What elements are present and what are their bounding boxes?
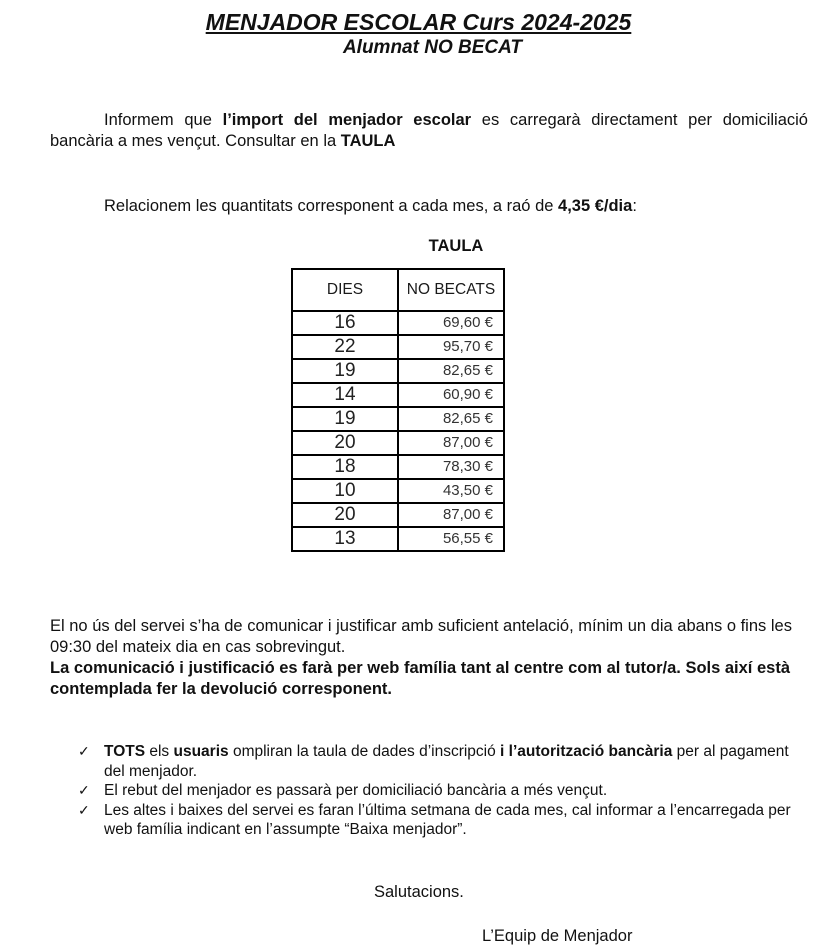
rate-suffix: : <box>632 197 637 215</box>
rate-text: Relacionem les quantitats corresponent a cada mes, a raó de <box>104 197 559 215</box>
cell-dies: 19 <box>292 407 398 431</box>
cell-amount: 43,50 € <box>398 479 504 503</box>
cell-dies: 10 <box>292 479 398 503</box>
cell-amount: 56,55 € <box>398 527 504 551</box>
cell-dies: 14 <box>292 383 398 407</box>
item1-text-3: per al pagament del menjador. <box>104 743 789 780</box>
checklist-item <box>78 781 810 801</box>
cell-amount: 87,00 € <box>398 431 504 455</box>
table-row <box>292 407 504 431</box>
notice-line-2: La comunicació i justificació es farà per web família tant al centre com al tutor/a. Sols així està contemplada fer la devolució corresponent. <box>50 659 791 698</box>
table-row <box>292 335 504 359</box>
table-row <box>292 383 504 407</box>
cell-dies: 13 <box>292 527 398 551</box>
intro-paragraph <box>50 110 808 152</box>
table-row <box>292 431 504 455</box>
intro-bold-taula: TAULA <box>340 132 396 150</box>
checklist <box>78 742 810 840</box>
item1-text-2: ompliran la taula de dades d’inscripció <box>228 743 501 760</box>
table-row <box>292 479 504 503</box>
rate-value: 4,35 €/dia <box>558 197 633 215</box>
item1-bold-usuaris: usuaris <box>173 743 229 760</box>
table-row <box>292 503 504 527</box>
cell-dies: 16 <box>292 311 398 335</box>
cell-amount: 82,65 € <box>398 407 504 431</box>
checklist-item <box>78 742 810 781</box>
cell-dies: 18 <box>292 455 398 479</box>
cell-dies: 22 <box>292 335 398 359</box>
checkmark-icon: ✓ <box>78 801 90 818</box>
cell-amount: 60,90 € <box>398 383 504 407</box>
notice-line-1: El no ús del servei s’ha de comunicar i justificar amb suficient antelació, mínim un dia abans o fins les 09:30 del mateix dia en cas sobrevingut. <box>50 617 792 656</box>
checkmark-icon: ✓ <box>78 743 90 759</box>
cell-amount: 95,70 € <box>398 335 504 359</box>
document-title <box>0 8 837 36</box>
intro-text-2: es carregarà directament per domiciliació bancària a mes vençut. Consultar en la <box>50 111 808 150</box>
table-row <box>292 359 504 383</box>
column-header-no-becats: NO BECATS <box>398 269 504 311</box>
cell-amount: 82,65 € <box>398 359 504 383</box>
cell-dies: 20 <box>292 503 398 527</box>
table-title: TAULA <box>428 237 484 255</box>
notice-paragraph <box>50 616 808 700</box>
cell-dies: 19 <box>292 359 398 383</box>
intro-bold-import: l’import del menjador escolar <box>222 111 472 129</box>
signature: L’Equip de Menjador <box>482 927 633 945</box>
checklist-item <box>78 801 810 840</box>
item2-text: El rebut del menjador es passarà per domiciliació bancària a més vençut. <box>104 782 608 799</box>
price-table <box>291 268 505 552</box>
cell-amount: 87,00 € <box>398 503 504 527</box>
item1-bold-autoritzacio: i l’autorització bancària <box>500 743 673 760</box>
checkmark-icon: ✓ <box>78 782 90 798</box>
document-title-text: MENJADOR ESCOLAR Curs 2024-2025 <box>205 9 632 35</box>
rate-paragraph <box>104 196 637 217</box>
item3-text: Les altes i baixes del servei es faran l’última setmana de cada mes, cal informar a l’encarregada per web família indicant en l’assumpte “Baixa menjador”. <box>104 801 791 838</box>
item1-bold-tots: TOTS <box>104 743 146 760</box>
table-row <box>292 311 504 335</box>
cell-dies: 20 <box>292 431 398 455</box>
column-header-dies: DIES <box>292 269 398 311</box>
table-row <box>292 455 504 479</box>
item1-text-1: els <box>145 743 174 760</box>
greeting: Salutacions. <box>374 883 464 901</box>
document-subtitle: Alumnat NO BECAT <box>342 37 523 58</box>
cell-amount: 78,30 € <box>398 455 504 479</box>
table-header-row <box>292 269 504 311</box>
intro-text-1: Informem que <box>104 111 223 129</box>
cell-amount: 69,60 € <box>398 311 504 335</box>
table-row <box>292 527 504 551</box>
